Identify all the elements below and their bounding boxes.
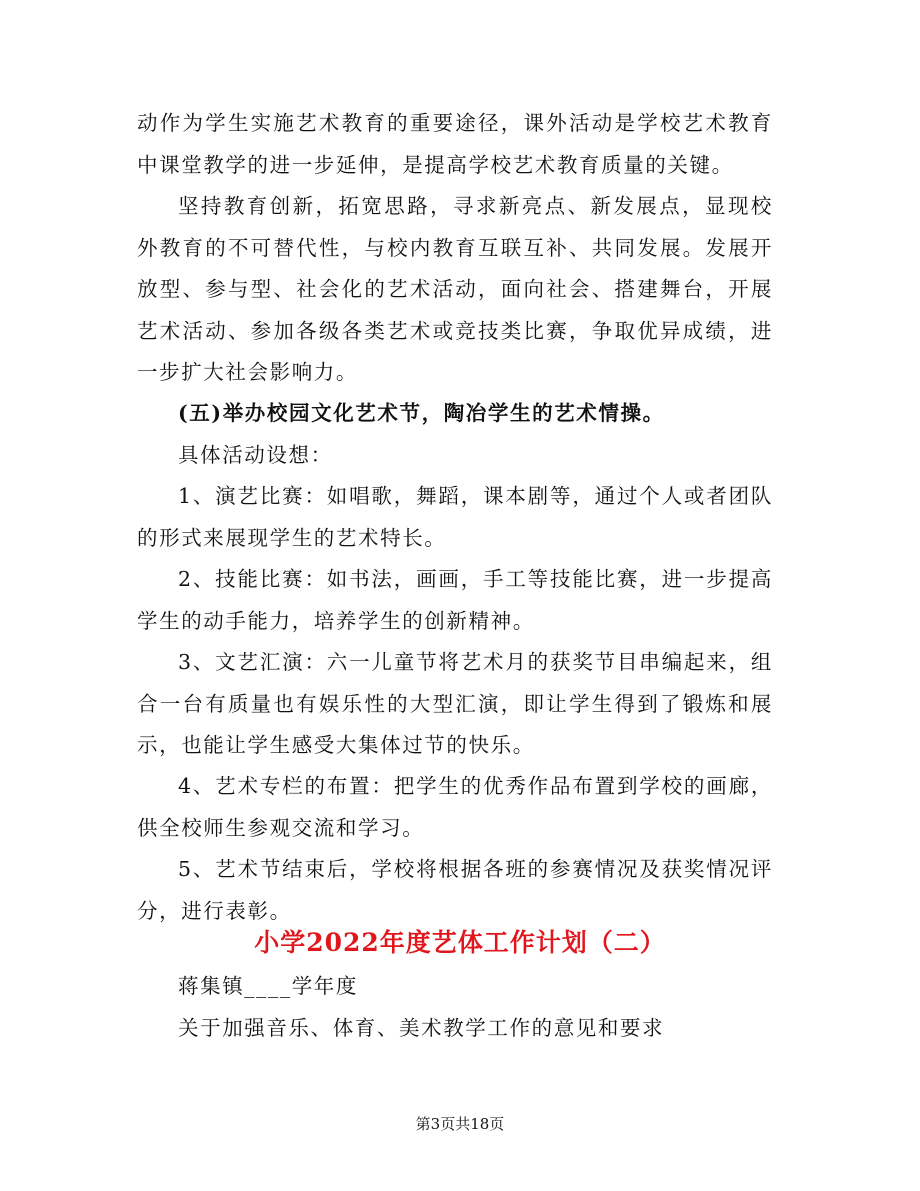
section-heading-five: (五)举办校园文化艺术节，陶冶学生的艺术情操。 <box>178 401 665 425</box>
activity-item-3: 3、文艺汇演：六一儿童节将艺术月的获奖节目串编起来，组合一台有质量也有娱乐性的大型汇演，即让学生得到了锻炼和展示，也能让学生感受大集体过节的快乐。 <box>137 650 773 757</box>
activity-item-4: 4、艺术专栏的布置：把学生的优秀作品布置到学校的画廊，供全校师生参观交流和学习。 <box>137 774 773 840</box>
activity-item-1: 1、演艺比赛：如唱歌，舞蹈，课本剧等，通过个人或者团队的形式来展现学生的艺术特长。 <box>137 484 773 550</box>
paragraph-continuation: 动作为学生实施艺术教育的重要途径，课外活动是学校艺术教育中课堂教学的进一步延伸，是提高学校艺术教育质量的关键。 <box>137 111 773 177</box>
paragraph-innovation: 坚持教育创新，拓宽思路，寻求新亮点、新发展点，显现校外教育的不可替代性，与校内教育互联互补、共同发展。发展开放型、参与型、社会化的艺术活动，面向社会、搭建舞台，开展艺术活动、参加各级各类艺术或竞技类比赛，争取优异成绩，进一步扩大社会影响力。 <box>137 194 773 384</box>
document-subtitle: 关于加强音乐、体育、美术教学工作的意见和要求 <box>178 1016 665 1040</box>
activity-intro: 具体活动设想： <box>178 443 333 467</box>
activity-item-2: 2、技能比赛：如书法，画画，手工等技能比赛，进一步提高学生的动手能力，培养学生的创新精神。 <box>137 567 773 633</box>
school-year-line: 蒋集镇____学年度 <box>178 974 358 998</box>
page-number: 第3页共18页 <box>415 1115 505 1133</box>
section-title: 小学2022年度艺体工作计划（二） <box>254 928 666 957</box>
activity-item-5: 5、艺术节结束后，学校将根据各班的参赛情况及获奖情况评分，进行表彰。 <box>137 857 773 923</box>
